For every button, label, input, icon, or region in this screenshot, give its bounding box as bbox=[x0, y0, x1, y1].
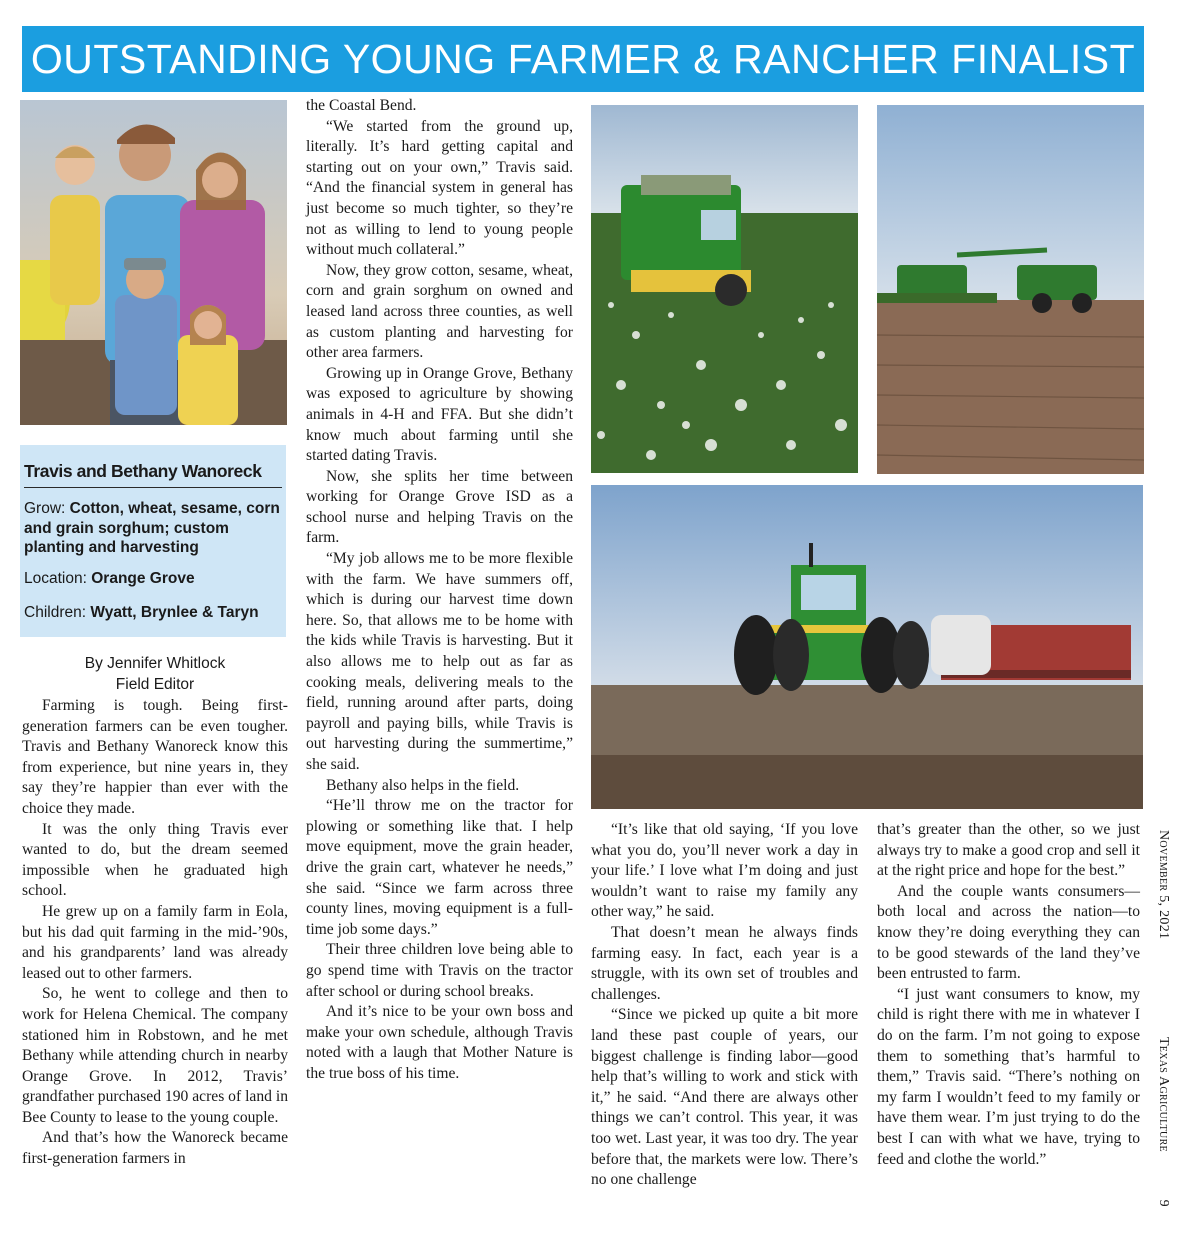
tractor-planter-photo bbox=[591, 485, 1143, 809]
grow-row bbox=[24, 499, 280, 558]
paragraph: So, he went to college and then to work for Helena Chemical. The company stationed him in Robstown, and he met Bethany while attending church in nearby Orange Grove. In 2012, Travis’ grandfather purchased 190 acres of land in Bee County to lease to the young couple. bbox=[22, 985, 288, 1126]
paragraph: “Since we picked up quite a bit more land these past couple of years, our biggest challenge is finding labor—good help that’s willing to work and stick with it,” he said. “And there are always other things we can’t control. This year, it was too wet. Last year, it was too dry. The year before that, the markets were low. There’s no one challenge bbox=[591, 1006, 858, 1189]
byline-role: Field Editor bbox=[115, 676, 195, 693]
paragraph: that’s greater than the other, so we just always try to make a good crop and sell it at the right price and hope for the best.” bbox=[877, 821, 1140, 880]
article-column-3 bbox=[591, 820, 858, 1191]
paragraph: And the couple wants consumers—both local and across the nation—to know they’re doing everything they can to be good stewards of the land they’ve been entrusted to farm. bbox=[877, 882, 1140, 983]
paragraph: “I just want consumers to know, my child is right there with me in whatever I do on the farm. I’m not going to expose them to something that’s harmful to them,” Travis said. “There’s nothing on my farm I wouldn’t feed to my family or have them wear. I’m just trying to do the best I can with what we have, trying to feed and clothe the world.” bbox=[877, 985, 1140, 1168]
paragraph: “My job allows me to be more flexible with the farm. We have summers off, which is during our harvest time down here. So, that allows me to be home with the kids while Travis is harvesting. But it also allows me to help out as far as cooking meals, delivering meals to the field, running around after parts, doing payroll and paying bills, while Travis is out harvesting during the summertime,” she said. bbox=[306, 550, 573, 773]
article-column-1 bbox=[22, 696, 288, 1170]
paragraph: It was the only thing Travis ever wanted to do, but the dream seemed impossible when he graduated high school. bbox=[22, 820, 288, 900]
paragraph: Their three children love being able to go spend time with Travis on the tractor after school or during school breaks. bbox=[306, 941, 573, 1000]
issue-date: November 5, 2021 bbox=[1156, 830, 1171, 940]
article-column-2 bbox=[306, 96, 573, 1085]
page-footer bbox=[1145, 830, 1171, 1240]
byline-author: By Jennifer Whitlock bbox=[84, 655, 226, 672]
cotton-picker-photo bbox=[591, 105, 858, 473]
paragraph: Now, they grow cotton, sesame, wheat, corn and grain sorghum on owned and leased land across three counties, as well as custom planting and harvesting for other area farmers. bbox=[306, 261, 573, 362]
paragraph: “We started from the ground up, literally. It’s hard getting capital and starting out on your own,” Travis said. “And the financial system in general has just become so much tighter, so they’re not as willing to lend to young people without much collateral.” bbox=[306, 117, 573, 259]
location-label: Location: bbox=[24, 570, 87, 587]
section-banner: OUTSTANDING YOUNG FARMER & RANCHER FINALIST bbox=[22, 26, 1144, 92]
paragraph: “It’s like that old saying, ‘If you love what you do, you’ll never work a day in your life.’ I love what I’m doing and just wouldn’t want to raise my family any other way,” he said. bbox=[591, 821, 858, 921]
page-number: 9 bbox=[1156, 1199, 1171, 1207]
location-row bbox=[24, 569, 280, 589]
grow-value: Cotton, wheat, sesame, corn and grain sorghum; custom planting and harvesting bbox=[24, 500, 280, 556]
publication-name: Texas Agriculture bbox=[1156, 1036, 1171, 1152]
combine-grain-cart-photo bbox=[877, 105, 1144, 474]
grow-label: Grow: bbox=[24, 500, 66, 517]
divider bbox=[24, 487, 282, 488]
paragraph: Growing up in Orange Grove, Bethany was exposed to agriculture by showing animals in 4-H and FFA. But she didn’t know much about farming until she started dating Travis. bbox=[306, 364, 573, 465]
location-value: Orange Grove bbox=[91, 570, 195, 587]
children-row bbox=[24, 603, 280, 623]
paragraph: That doesn’t mean he always finds farming easy. In fact, each year is a struggle, with its own set of troubles and challenges. bbox=[591, 923, 858, 1003]
children-value: Wyatt, Brynlee & Taryn bbox=[90, 604, 259, 621]
paragraph: “He’ll throw me on the tractor for plowing or something like that. I help move equipment, move the grain header, drive the grain cart, whatever he needs,” she said. “Since we farm across three county lines, moving equipment is a full-time job some days.” bbox=[306, 797, 573, 938]
paragraph: He grew up on a family farm in Eola, but his dad quit farming in the mid-’90s, and his grandparents’ land was already leased out to other farmers. bbox=[22, 902, 288, 982]
paragraph: Now, she splits her time between working for Orange Grove ISD as a school nurse and helping Travis on the farm. bbox=[306, 467, 573, 547]
paragraph: Bethany also helps in the field. bbox=[326, 776, 520, 794]
profile-info-box bbox=[20, 445, 286, 637]
paragraph: the Coastal Bend. bbox=[306, 97, 417, 114]
children-label: Children: bbox=[24, 604, 87, 621]
paragraph: Farming is tough. Being first-generation farmers can be even tougher. Travis and Bethany Wanoreck know this from experience, but nine years in, they say they’re happier than ever with the choice they made. bbox=[22, 697, 288, 817]
profile-name: Travis and Bethany Wanoreck bbox=[24, 461, 262, 481]
family-photo bbox=[20, 100, 287, 425]
paragraph: And that’s how the Wanoreck became first-generation farmers in bbox=[22, 1129, 288, 1168]
paragraph: And it’s nice to be your own boss and make your own schedule, although Travis noted with a laugh that Mother Nature is the true boss of his time. bbox=[306, 1003, 573, 1082]
article-column-4 bbox=[877, 820, 1140, 1170]
